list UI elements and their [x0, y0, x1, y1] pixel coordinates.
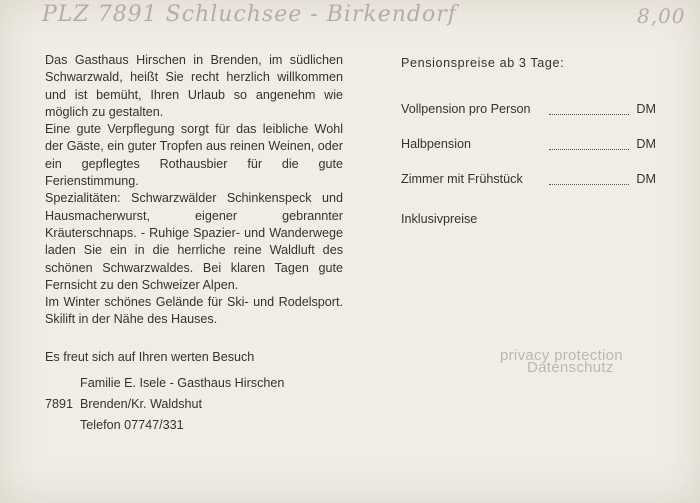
paragraph-food: Eine gute Verpflegung sorgt für das leibliche Wohl der Gäste, ein guter Tropfen aus reinen Weinen, oder ein gepflegtes Rothausbier für die gute Ferienstimmung. [45, 122, 344, 189]
price-dotted-line [549, 149, 629, 150]
signature-zip: 7891 [45, 397, 74, 411]
price-row [401, 172, 656, 186]
price-dotted-line [549, 114, 629, 115]
inclusive-note: Inklusivpreise [401, 212, 478, 226]
price-row [401, 102, 656, 116]
paragraph-winter: Im Winter schönes Gelände für Ski- und Rodelsport. Skilift in der Nähe des Hauses. [45, 295, 343, 327]
signature-family: Familie E. Isele - Gasthaus Hirschen [80, 376, 285, 390]
price-currency: DM [636, 137, 656, 151]
signature-phone: Telefon 07747/331 [80, 418, 184, 432]
paragraph-welcome: Das Gasthaus Hirschen in Brenden, im südlichen Schwarzwald, heißt Sie recht herzlich willkommen und ist bemüht, Ihren Urlaub so angenehm wie möglich zu gestalten. [45, 53, 343, 119]
greeting: Es freut sich auf Ihren werten Besuch [45, 350, 255, 364]
price-dotted-line [549, 184, 629, 185]
paragraph-specialities: Spezialitäten: Schwarzwälder Schinkenspeck und Hausmacherwurst, eigener gebrannter Kräuterschnaps. - Ruhige Spazier- und Wanderwege laden Sie ein in die herrliche reine Waldluft des schönen Schwarzwaldes. Bei klaren Tagen gute Fernsicht zu den Schweizer Alpen. [45, 191, 343, 292]
handwritten-price: 8,00 [637, 4, 686, 28]
price-row-label: Halbpension [401, 137, 472, 151]
handwritten-note: PLZ 7891 Schluchsee - Birkendorf [42, 2, 457, 27]
price-currency: DM [636, 172, 656, 186]
description-text [45, 52, 343, 329]
prices-title: Pensionspreise ab 3 Tage: [401, 56, 565, 70]
price-row [401, 137, 656, 151]
watermark-line1: privacy protection [500, 347, 623, 364]
price-currency: DM [636, 102, 656, 116]
price-row-label: Vollpension pro Person [401, 102, 531, 116]
price-row-label: Zimmer mit Frühstück [401, 172, 523, 186]
watermark-line2: Datenschutz [527, 359, 614, 376]
signature-town: Brenden/Kr. Waldshut [80, 397, 203, 411]
